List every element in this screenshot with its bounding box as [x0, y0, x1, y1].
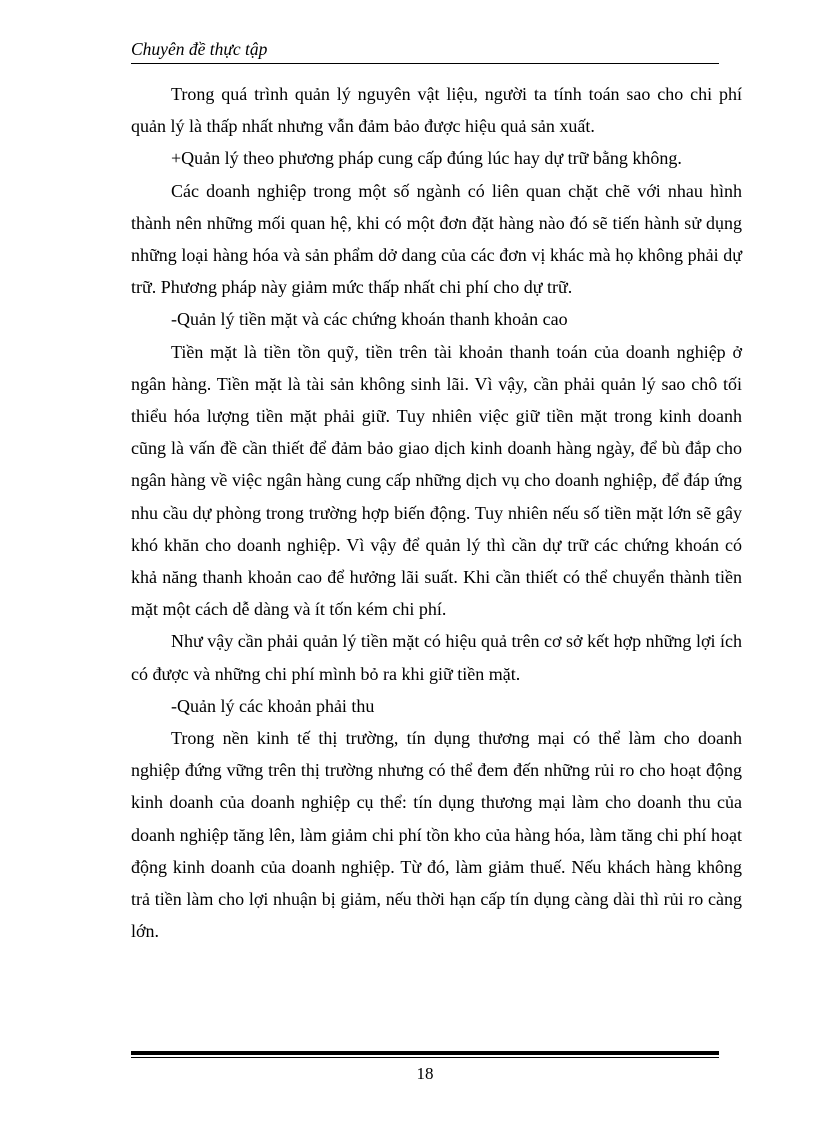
- header-rule: [131, 63, 719, 64]
- page-header: [131, 38, 719, 64]
- page-footer: [131, 1051, 719, 1084]
- paragraph: Như vậy cần phải quản lý tiền mặt có hiệu quả trên cơ sở kết hợp những lợi ích có được và những chi phí mình bỏ ra khi giữ tiền mặt.: [131, 631, 742, 684]
- footer-rule-thick: [131, 1051, 719, 1055]
- paragraph: -Quản lý tiền mặt và các chứng khoán thanh khoản cao: [171, 309, 568, 330]
- paragraph: Trong nền kinh tế thị trường, tín dụng thương mại có thể làm cho doanh nghiệp đứng vững trên thị trường nhưng có thể đem đến những rủi ro cho hoạt động kinh doanh của doanh nghiệp cụ thể: tín dụng thương mại làm cho doanh thu của doanh nghiệp tăng lên, làm giảm chi phí tồn kho của hàng hóa, làm tăng chi phí hoạt động kinh doanh của doanh nghiệp. Từ đó, làm giảm thuế. Nếu khách hàng không trả tiền làm cho lợi nhuận bị giảm, nếu thời hạn cấp tín dụng càng dài thì rủi ro càng lớn.: [131, 728, 742, 942]
- page-body: [131, 78, 742, 947]
- paragraph: -Quản lý các khoản phải thu: [171, 695, 375, 716]
- paragraph: +Quản lý theo phương pháp cung cấp đúng lúc hay dự trữ bằng không.: [171, 148, 682, 169]
- paragraph: Tiền mặt là tiền tồn quỹ, tiền trên tài khoản thanh toán của doanh nghiệp ở ngân hàng. Tiền mặt là tài sản không sinh lãi. Vì vậy, cần phải quản lý sao chô tối thiểu hóa lượng tiền mặt phải giữ. Tuy nhiên việc giữ tiền mặt trong kinh doanh cũng là vấn đề cần thiết để đảm bảo giao dịch kinh doanh hàng ngày, để bù đắp cho ngân hàng về việc ngân hàng cung cấp những dịch vụ cho doanh nghiệp, để đáp ứng nhu cầu dự phòng trong trường hợp biến động. Tuy nhiên nếu số tiền mặt lớn sẽ gây khó khăn cho doanh nghiệp. Vì vậy để quản lý thì cần dự trữ các chứng khoán có khả năng thanh khoản cao để hưởng lãi suất. Khi cần thiết có thể chuyển thành tiền mặt một cách dễ dàng và ít tốn kém chi phí.: [131, 341, 742, 620]
- footer-rule-thin: [131, 1057, 719, 1058]
- paragraph: Trong quá trình quản lý nguyên vật liệu, người ta tính toán sao cho chi phí quản lý là thấp nhất nhưng vẫn đảm bảo được hiệu quả sản xuất.: [131, 84, 742, 137]
- page-number: 18: [416, 1064, 434, 1084]
- paragraph: Các doanh nghiệp trong một số ngành có liên quan chặt chẽ với nhau hình thành nên những mối quan hệ, khi có một đơn đặt hàng nào đó sẽ tiến hành sử dụng những loại hàng hóa và sản phẩm dở dang của các đơn vị khác mà họ không phải dự trữ. Phương pháp này giảm mức thấp nhất chi phí cho dự trữ.: [131, 180, 742, 298]
- header-title: Chuyên đề thực tập: [131, 39, 268, 59]
